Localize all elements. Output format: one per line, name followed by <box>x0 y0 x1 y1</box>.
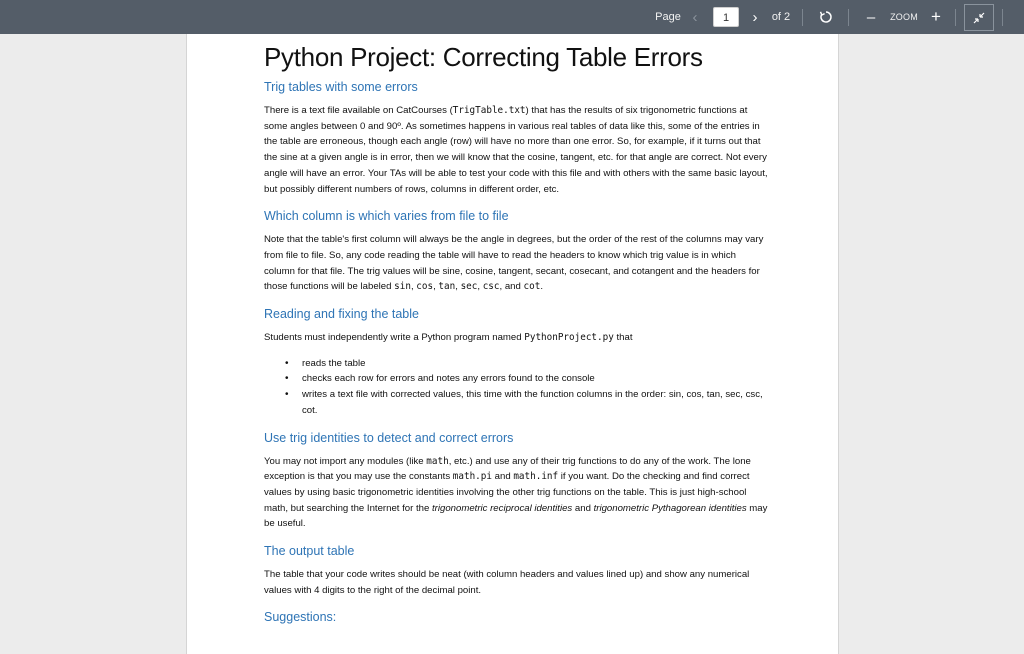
list-item: • reads the table <box>302 356 769 372</box>
chevron-left-icon: ‹ <box>692 8 698 26</box>
section-heading: Trig tables with some errors <box>264 80 418 94</box>
section-heading: Which column is which varies from file to file <box>264 209 509 224</box>
zoom-in-button[interactable] <box>927 0 945 34</box>
section-heading: Suggestions: <box>264 610 337 625</box>
bullet-list <box>264 356 769 419</box>
toolbar-divider <box>955 9 956 26</box>
page-label: Page <box>655 11 681 23</box>
chevron-right-icon: › <box>752 8 758 26</box>
pdf-toolbar <box>0 0 1024 34</box>
collapse-arrows-icon <box>972 11 986 25</box>
paragraph: Note that the table's first column will always be the angle in degrees, but the order of the rest of the columns may vary from file to file. So, any code reading the table will have to read the headers to know which trig value is in which column for that file. The trig values will be sine, cosine, tangent, secant, cosecant, and cotangent and the headers for those functions will be labeled sin, cos, tan, sec, csc, and cot. <box>264 234 764 293</box>
toolbar-divider <box>802 9 803 26</box>
inline-code: TrigTable.txt <box>452 105 526 116</box>
section-heading: Use trig identities to detect and correct errors <box>264 430 514 445</box>
paragraph: Students must independently write a Python program named PythonProject.py that <box>264 332 633 344</box>
zoom-label: ZOOM <box>890 12 918 22</box>
list-item: • writes a text file with corrected values, this time with the function columns in the order: sin, cos, tan, sec, csc, cot. <box>302 387 769 418</box>
paragraph: You may not import any modules (like math, etc.) and use any of their trig functions to do any of the work. The lone exception is that you may use the constants math.pi and math.inf if you want. Do the checking and find correct values by using basic trigonometric identities involving the other trig functions on the table. This is just high-school math, but searching the Internet for the trigonometric reciprocal identities and trigonometric Pythagorean identities may be useful. <box>264 455 768 530</box>
toolbar-divider <box>1002 9 1003 26</box>
rotate-button[interactable] <box>814 0 838 34</box>
paragraph: There is a text file available on CatCourses (TrigTable.txt) that has the results of six trigonometric functions at some angles between 0 and 90º. As sometimes happens in various real tables of data like this, some of the entries in the table are erroneous, though each angle (row) will have no more than one error. So, for example, if it turns out that the sine at a given angle is in error, then we will know that the cosine, tangent, etc. for that angle are correct. Not every angle will have an error. Your TAs will be able to test your code with this file and with others with the same basic layout, but possibly different numbers of rows, columns in different order, etc. <box>264 105 768 195</box>
page-number-input[interactable]: 1 <box>713 7 739 27</box>
rotate-icon <box>819 10 833 24</box>
inline-code: PythonProject.py <box>524 332 614 344</box>
next-page-button[interactable] <box>746 0 764 34</box>
section-heading: The output table <box>264 544 355 559</box>
previous-page-button[interactable] <box>686 0 704 34</box>
paragraph: The table that your code writes should be neat (with column headers and values lined up) and show any numerical values with 4 digits to the right of the decimal point. <box>264 569 750 596</box>
document-page <box>186 34 839 654</box>
page-count-label: of 2 <box>771 11 791 23</box>
list-item: • checks each row for errors and notes any errors found to the console <box>302 371 769 387</box>
section-heading: Reading and fixing the table <box>264 307 419 322</box>
exit-fullscreen-button[interactable] <box>964 4 994 31</box>
minus-icon: – <box>866 8 876 26</box>
document-title: Python Project: Correcting Table Errors <box>264 42 703 72</box>
zoom-out-button[interactable] <box>862 0 880 34</box>
page-content <box>264 40 769 626</box>
toolbar-divider <box>848 9 849 26</box>
plus-icon: + <box>931 7 941 26</box>
